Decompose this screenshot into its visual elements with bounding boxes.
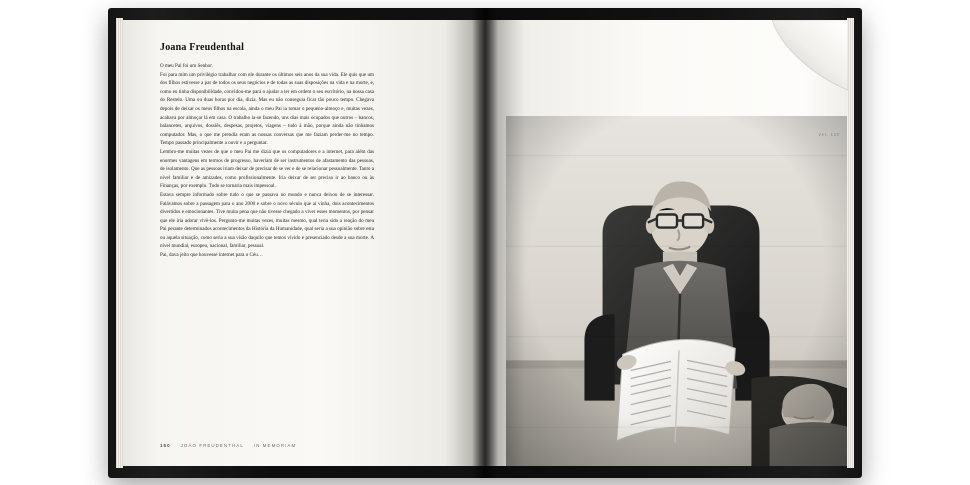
running-head-author: JOÃO FREUDENTHAL [180,443,244,448]
page-spread [122,20,848,466]
paragraph: Lembro-me muitas vezes de que o meu Pai me dizia que os computadores e a internet, para além das enormes vantagens em termos de progresso, haveriam de ser instrumentos de afastamento das pessoas, de isolamento. Que as pessoas iriam deixar de precisar de se ver e de se relacionar pessoalmente. Tanto a nível familiar e de amizades, como profissionalmente. Iria deixar de ser preciso ir ao banco ou às Finanças, por exemplo. Tudo se tornaria mais impessoal. [160,148,374,190]
page-fore-edge-right [847,18,854,468]
open-book [108,8,862,478]
paragraph: O meu Pai foi um Senhor. [160,63,213,69]
text-column [160,42,374,260]
page-title: Joana Freudenthal [160,42,245,53]
page-curl-icon [772,20,848,96]
paragraph: Estava sempre informado sobre tudo o que se passava no mundo e nunca deixou de se interessar. Falávamos sobre a passagem para o ano 2000 e sobre o novo século que aí vinha, dois acontecimentos divertidos e emocionantes. Tive muita pena que não tivesse chegado a viver esses momentos, por pensar que ele iria adorar vivê-los. Pergunto-me muitas vezes, muitas mesmo, qual teria sido a reação do meu Pai perante determinados acontecimentos da História da Humanidade, qual seria a sua opinião sobre esta ou aquela situação, como seria a sua visão daquilo que temos vivido e presenciado desde a sua morte. A nível mundial, europeu, nacional, familiar, pessoal. [160,191,374,250]
photograph [506,116,848,466]
body-text [160,62,374,260]
page-number: 150 [160,443,171,448]
page-left [122,20,485,466]
running-head-title: IN MEMORIAM [253,443,297,448]
page-right [485,20,848,466]
folio [160,443,296,448]
photo-caption: Ver. 120 [818,132,840,137]
paragraph: Pai, dava jeito que houvesse internet para o Céu… [160,252,263,259]
photo-area [506,20,848,466]
paragraph: Foi para mim um privilégio trabalhar com ele durante os últimos seis anos da sua vida. Ele quis que um dos filhos estivesse a par de todos os seus negócios e de todas as suas disposições na vida e na morte, e, como eu tinha disponibilidade, convidou-me para o ajudar a ter em ordem o seu escritório, na nossa casa do Restelo. Uma ou duas horas por dia, dizia. Mas eu não conseguia ficar tão pouco tempo. Chegava depois de deixar os meus filhos na escola, ainda o meu Pai ia tomar o pequeno-almoço e, muitas vezes, acabava por almoçar lá em casa. O trabalho ia-se fazendo, uns dias mais ocupados que outros – bancos, balancetes, arquivos, dossiês, despesas, projetos, viagens – tudo à mão, porque ainda não tínhamos computador. Mas, o que me prendia eram as nossas conversas que me faziam perder-me no tempo. Tempo passado principalmente a ouvir e a perguntar. [160,71,374,147]
gutter-shadow-left [445,20,485,466]
page-fore-edge-left [116,18,123,468]
